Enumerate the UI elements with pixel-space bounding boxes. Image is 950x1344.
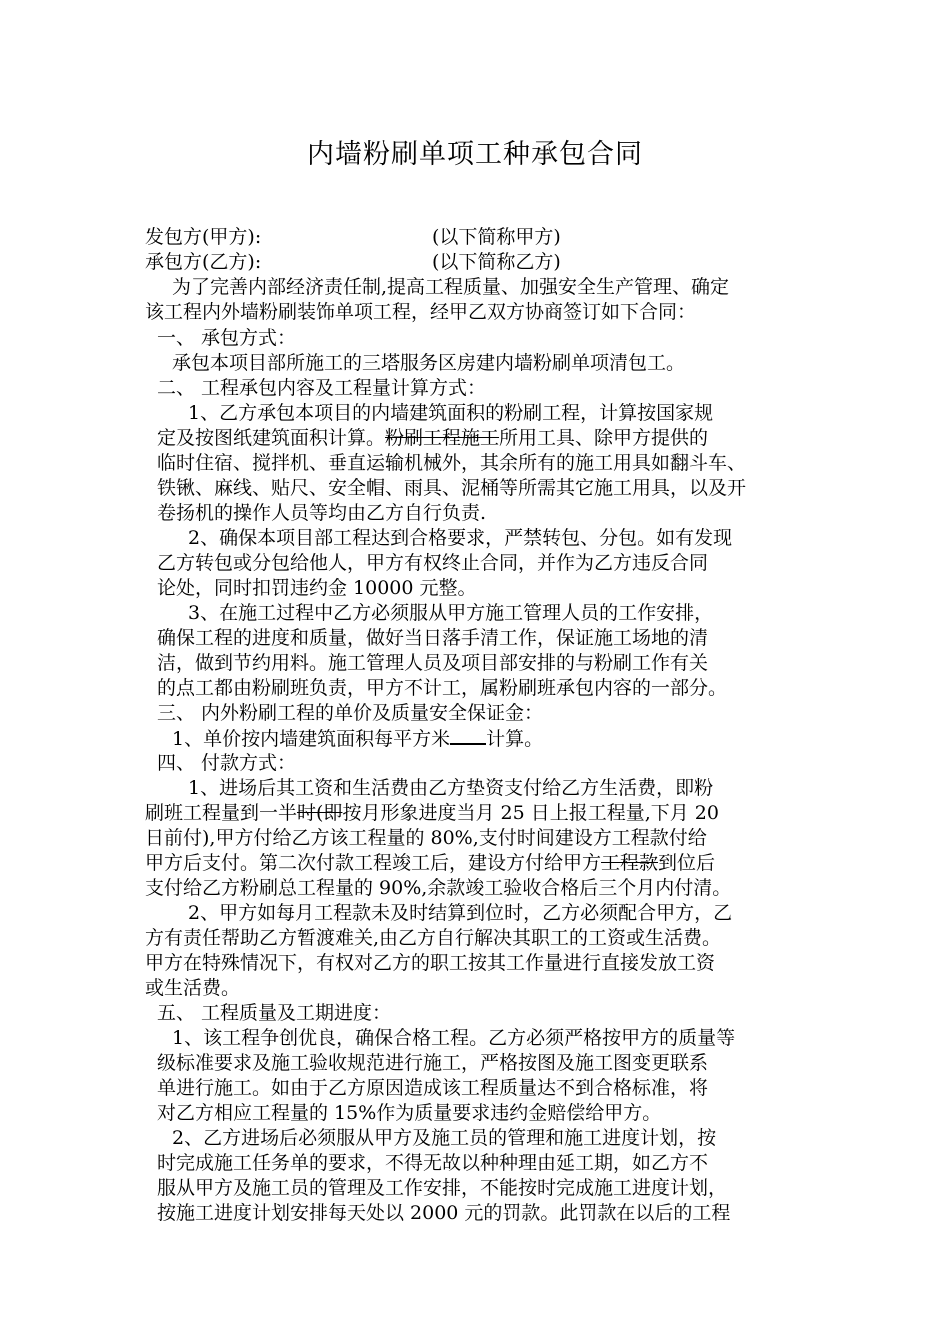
text-line: 级标准要求及施工验收规范进行施工，严格按图及施工图变更联系 [157, 1052, 709, 1074]
text-line: 为了完善内部经济责任制,提高工程质量、加强安全生产管理、确定 [172, 276, 730, 298]
struck-text: 时(即 [297, 802, 343, 824]
text-segment: 所用工具、除甲方提供的 [499, 427, 709, 449]
section-heading: 二、 工程承包内容及工程量计算方式： [157, 377, 487, 399]
text-line: 1、乙方承包本项目的内墙建筑面积的粉刷工程，计算按国家规 [188, 402, 714, 424]
struck-text: 工程款 [601, 852, 659, 874]
struck-text: 粉刷工程施工 [385, 427, 500, 449]
text-segment: 定及按图纸建筑面积计算。 [157, 427, 386, 449]
text-segment: 刷班工程量到一半 [145, 802, 298, 824]
text-line: 卷扬机的操作人员等均由乙方自行负责. [157, 502, 487, 524]
party-b-note: (以下简称乙方) [432, 251, 561, 273]
text-segment: 甲方后支付。第二次付款工程竣工后，建设方付给甲方 [145, 852, 602, 874]
text-line [157, 425, 708, 451]
text-line [145, 800, 719, 826]
text-line: 2、乙方进场后必须服从甲方及施工员的管理和施工进度计划，按 [172, 1127, 717, 1149]
text-line: 支付给乙方粉刷总工程量的 90%,余款竣工验收合格后三个月内付清。 [145, 877, 732, 899]
text-segment: 1、单价按内墙建筑面积每平方米 [172, 728, 451, 750]
fill-in-blank [450, 725, 486, 745]
text-line: 1、该工程争创优良，确保合格工程。乙方必须严格按甲方的质量等 [172, 1027, 736, 1049]
text-line: 对乙方相应工程量的 15%作为质量要求违约金赔偿给甲方。 [157, 1102, 662, 1124]
party-a-note: (以下简称甲方) [432, 226, 561, 248]
text-line: 临时住宿、搅拌机、垂直运输机械外，其余所有的施工用具如翻斗车、 [157, 452, 747, 474]
text-line: 按施工进度计划安排每天处以 2000 元的罚款。此罚款在以后的工程 [157, 1202, 731, 1224]
text-line: 2、确保本项目部工程达到合格要求，严禁转包、分包。如有发现 [188, 527, 733, 549]
text-line: 1、进场后其工资和生活费由乙方垫资支付给乙方生活费，即粉 [188, 777, 714, 799]
text-segment: 按月形象进度当月 25 日上报工程量,下月 20 [342, 802, 719, 824]
section-heading: 五、 工程质量及工期进度： [157, 1002, 392, 1024]
text-line [145, 850, 715, 876]
document-title: 内墙粉刷单项工种承包合同 [307, 139, 643, 170]
text-segment: 到位后 [658, 852, 716, 874]
section-heading: 四、 付款方式： [157, 752, 297, 774]
text-line: 的点工都由粉刷班负责，甲方不计工，属粉刷班承包内容的一部分。 [157, 677, 728, 699]
text-line: 确保工程的进度和质量，做好当日落手清工作，保证施工场地的清 [157, 627, 709, 649]
text-line: 该工程内外墙粉刷装饰单项工程，经甲乙双方协商签订如下合同： [145, 301, 697, 323]
text-line: 方有责任帮助乙方暂渡难关,由乙方自行解决其职工的工资或生活费。 [145, 927, 722, 949]
text-line [172, 725, 543, 751]
section-heading: 三、 内外粉刷工程的单价及质量安全保证金： [157, 702, 544, 724]
text-line: 日前付),甲方付给乙方该工程量的 80%,支付时间建设方工程款付给 [145, 827, 707, 849]
text-line: 铁锹、麻线、贴尺、安全帽、雨具、泥桶等所需其它施工用具，以及开 [157, 477, 747, 499]
text-line: 或生活费。 [145, 977, 241, 999]
text-line: 服从甲方及施工员的管理及工作安排，不能按时完成施工进度计划， [157, 1177, 728, 1199]
party-b-label: 承包方(乙方): [145, 251, 262, 273]
text-line: 乙方转包或分包给他人，甲方有权终止合同，并作为乙方违反合同 [157, 552, 709, 574]
text-line: 承包本项目部所施工的三塔服务区房建内墙粉刷单项清包工。 [172, 352, 686, 374]
text-line: 时完成施工任务单的要求，不得无故以种种理由延工期，如乙方不 [157, 1152, 709, 1174]
text-line: 洁，做到节约用料。施工管理人员及项目部安排的与粉刷工作有关 [157, 652, 709, 674]
text-line: 甲方在特殊情况下，有权对乙方的职工按其工作量进行直接发放工资 [145, 952, 716, 974]
section-heading: 一、 承包方式： [157, 327, 297, 349]
text-line: 3、在施工过程中乙方必须服从甲方施工管理人员的工作安排， [188, 602, 714, 624]
party-a-label: 发包方(甲方): [145, 226, 262, 248]
text-line: 论处，同时扣罚违约金 10000 元整。 [157, 577, 477, 599]
text-segment: 计算。 [486, 728, 544, 750]
text-line: 2、甲方如每月工程款未及时结算到位时，乙方必须配合甲方，乙 [188, 902, 733, 924]
text-line: 单进行施工。如由于乙方原因造成该工程质量达不到合格标准，将 [157, 1077, 709, 1099]
